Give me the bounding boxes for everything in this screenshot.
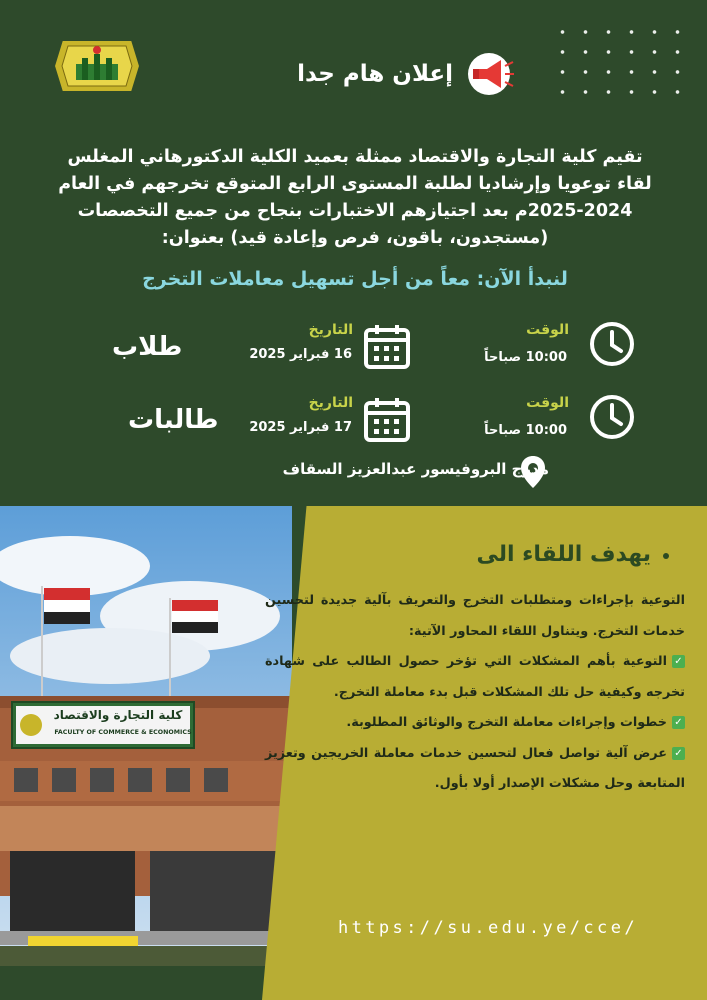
venue: مدرج البروفيسور عبدالعزيز السقاف — [282, 460, 549, 478]
goal-item: ✓خطوات وإجراءات معاملة التخرج والوثائق المطلوبة. — [265, 708, 685, 739]
time-label: الوقت — [526, 322, 569, 338]
date-value: 16 فبراير 2025 — [249, 347, 352, 362]
intro-text: تقيم كلية التجارة والاقتصاد ممثلة بعميد الكلية الدكتورهاني المغلس لقاء توعويا وإرشاديا لطلبة المستوى الرابع المتوقع تخرجهم في العام 2025-2024م بعد اجتيازهم الاختبارات بنجاح من جميع التخصصات (مستجدون، باقون، فرص وإعادة قيد) بعنوان: — [58, 147, 652, 248]
date-label: التاريخ — [308, 395, 353, 411]
audience-label: طالبات — [128, 405, 219, 435]
checkmark-icon: ✓ — [672, 655, 685, 668]
slogan: لنبدأ الآن: معاً من أجل تسهيل معاملات التخرج — [142, 268, 568, 290]
building-photo — [0, 506, 292, 1000]
time-value: 10:00 صباحاً — [484, 423, 567, 438]
sign-english: FACULTY OF COMMERCE & ECONOMICS — [54, 729, 192, 736]
university-logo — [52, 34, 142, 98]
calendar-icon — [363, 395, 411, 443]
goals-intro: التوعية بإجراءات ومتطلبات التخرج والتعريف بآلية جديدة لتحسين خدمات التخرج. ويتناول اللقاء المحاور الآتية: — [265, 593, 685, 639]
clock-icon — [588, 393, 636, 441]
bullet — [663, 553, 669, 559]
sign-arabic: كلية التجارة والاقتصاد — [53, 708, 183, 722]
goals-text — [265, 586, 685, 800]
goal-item: ✓التوعية بأهم المشكلات التي تؤخر حصول الطالب على شهادة تخرجه وكيفية حل تلك المشكلات قبل بدء معاملة التخرج. — [265, 654, 685, 700]
checkmark-icon: ✓ — [672, 747, 685, 760]
megaphone-icon — [467, 52, 517, 96]
goals-title: يهدف اللقاء الى — [476, 542, 651, 567]
date-label: التاريخ — [308, 322, 353, 338]
dot-pattern — [551, 22, 689, 102]
session-female — [0, 393, 707, 453]
time-value: 10:00 صباحاً — [484, 350, 567, 365]
date-value: 17 فبراير 2025 — [249, 420, 352, 435]
audience-label: طلاب — [112, 332, 183, 362]
website-link[interactable]: https://su.edu.ye/cce/ — [338, 918, 638, 938]
page-title: إعلان هام جدا — [297, 61, 453, 87]
calendar-icon — [363, 322, 411, 370]
time-label: الوقت — [526, 395, 569, 411]
session-male — [0, 320, 707, 380]
checkmark-icon: ✓ — [672, 716, 685, 729]
clock-icon — [588, 320, 636, 368]
goal-item: ✓عرض آلية تواصل فعال لتحسين خدمات معاملة الخريجين وتعزيز المتابعة وحل مشكلات الإصدار أولا بأول. — [265, 745, 685, 791]
